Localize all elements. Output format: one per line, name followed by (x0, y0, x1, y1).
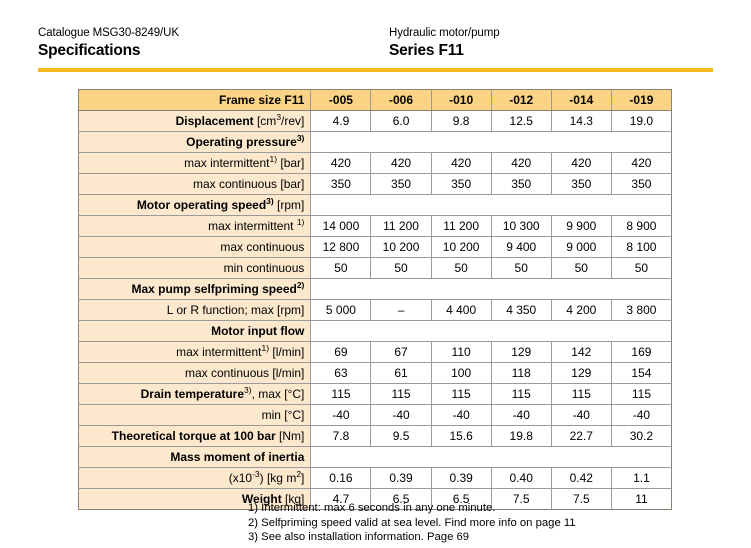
table-section-row (79, 279, 672, 300)
product-subtitle: Hydraulic motor/pump (389, 27, 500, 39)
cell-value: 0.16 (311, 468, 371, 489)
cell-value: 115 (611, 384, 671, 405)
table-header-row (79, 90, 672, 111)
cell-value: 129 (551, 363, 611, 384)
cell-value: 420 (371, 153, 431, 174)
section-blank-span (311, 132, 672, 153)
cell-value: 350 (611, 174, 671, 195)
cell-value: – (371, 300, 431, 321)
table-row (79, 363, 672, 384)
cell-value: 3 800 (611, 300, 671, 321)
cell-value: 1.1 (611, 468, 671, 489)
row-label: L or R function; max [rpm] (79, 300, 311, 321)
cell-value: 9.5 (371, 426, 431, 447)
cell-value: 0.42 (551, 468, 611, 489)
column-header-019: -019 (611, 90, 671, 111)
cell-value: 9 400 (491, 237, 551, 258)
cell-value: 8 900 (611, 216, 671, 237)
row-label: Mass moment of inertia (79, 447, 311, 468)
row-label: Displacement $[cm^3/rev]$ (79, 111, 311, 132)
cell-value: 420 (611, 153, 671, 174)
cell-value: 0.39 (431, 468, 491, 489)
cell-value: 22.7 (551, 426, 611, 447)
section-blank-span (311, 321, 672, 342)
row-label: $(x10^{-3})$ [kg $m^2$] (79, 468, 311, 489)
cell-value: 10 300 (491, 216, 551, 237)
row-label: max intermittent$^{1)}$ [bar] (79, 153, 311, 174)
section-blank-span (311, 195, 672, 216)
cell-value: 420 (311, 153, 371, 174)
row-label: min continuous (79, 258, 311, 279)
table-row (79, 405, 672, 426)
header-rule (38, 68, 713, 72)
column-header-010: -010 (431, 90, 491, 111)
cell-value: 420 (431, 153, 491, 174)
footnotes (248, 501, 678, 545)
row-label: Motor input flow (79, 321, 311, 342)
cell-value: 30.2 (611, 426, 671, 447)
table-row (79, 111, 672, 132)
table-row (79, 300, 672, 321)
row-label: Max pump selfpriming speed$^{2)}$ (79, 279, 311, 300)
cell-value: 11 200 (431, 216, 491, 237)
cell-value: 420 (551, 153, 611, 174)
cell-value: 7.8 (311, 426, 371, 447)
table-row (79, 237, 672, 258)
cell-value: 19.0 (611, 111, 671, 132)
row-label: Motor operating speed$^{3)}$ [rpm] (79, 195, 311, 216)
table-section-row (79, 195, 672, 216)
row-label: max intermittent$^{1)}$ [l/min] (79, 342, 311, 363)
cell-value: 67 (371, 342, 431, 363)
table-section-row (79, 321, 672, 342)
cell-value: 4 200 (551, 300, 611, 321)
row-label: Weight [kg] (79, 489, 311, 510)
cell-value: 50 (611, 258, 671, 279)
cell-value: 100 (431, 363, 491, 384)
page-header (0, 0, 751, 72)
row-label: max intermittent $^{1)}$ (79, 216, 311, 237)
cell-value: 7.5 (551, 489, 611, 510)
cell-value: 4.9 (311, 111, 371, 132)
cell-value: 6.5 (371, 489, 431, 510)
cell-value: 115 (491, 384, 551, 405)
header-right-block (389, 26, 500, 60)
cell-value: 14 000 (311, 216, 371, 237)
cell-value: 115 (311, 384, 371, 405)
cell-value: 4 350 (491, 300, 551, 321)
column-header-014: -014 (551, 90, 611, 111)
cell-value: 12 800 (311, 237, 371, 258)
table-section-row (79, 447, 672, 468)
cell-value: 350 (551, 174, 611, 195)
product-series-title: Series F11 (389, 42, 464, 59)
catalogue-number: Catalogue MSG30-8249/UK (38, 27, 179, 39)
cell-value: 4 400 (431, 300, 491, 321)
cell-value: 19.8 (491, 426, 551, 447)
cell-value: 8 100 (611, 237, 671, 258)
footnote-3: 3) See also installation information. Page 69 (248, 531, 470, 543)
cell-value: 350 (431, 174, 491, 195)
table-row (79, 426, 672, 447)
table-row (79, 174, 672, 195)
cell-value: 115 (371, 384, 431, 405)
row-label: Drain temperature$^{3)}$, max [°C] (79, 384, 311, 405)
row-label: min [°C] (79, 405, 311, 426)
cell-value: 142 (551, 342, 611, 363)
cell-value: 11 200 (371, 216, 431, 237)
cell-value: 420 (491, 153, 551, 174)
cell-value: 6.5 (431, 489, 491, 510)
cell-value: 7.5 (491, 489, 551, 510)
cell-value: 69 (311, 342, 371, 363)
footnote-2: 2) Selfpriming speed valid at sea level. Find more info on page 11 (248, 516, 576, 529)
cell-value: 129 (491, 342, 551, 363)
column-header-012: -012 (491, 90, 551, 111)
table-row (79, 153, 672, 174)
cell-value: 115 (551, 384, 611, 405)
row-label: Theoretical torque at 100 bar [Nm] (79, 426, 311, 447)
cell-value: 50 (491, 258, 551, 279)
cell-value: 6.0 (371, 111, 431, 132)
cell-value: 50 (311, 258, 371, 279)
row-label: max continuous [bar] (79, 174, 311, 195)
cell-value: -40 (491, 405, 551, 426)
cell-value: 110 (431, 342, 491, 363)
cell-value: -40 (431, 405, 491, 426)
footnote-1: 1) Intermittent: max 6 seconds in any one minute. (248, 502, 496, 514)
cell-value: 0.39 (371, 468, 431, 489)
cell-value: 10 200 (371, 237, 431, 258)
table-row (79, 258, 672, 279)
cell-value: 11 (611, 489, 671, 510)
table-row (79, 216, 672, 237)
cell-value: 0.40 (491, 468, 551, 489)
cell-value: 61 (371, 363, 431, 384)
cell-value: 5 000 (311, 300, 371, 321)
cell-value: 10 200 (431, 237, 491, 258)
cell-value: 50 (551, 258, 611, 279)
column-header-006: -006 (371, 90, 431, 111)
cell-value: 154 (611, 363, 671, 384)
cell-value: 350 (311, 174, 371, 195)
cell-value: 50 (371, 258, 431, 279)
cell-value: 118 (491, 363, 551, 384)
row-label: max continuous [l/min] (79, 363, 311, 384)
row-label: max continuous (79, 237, 311, 258)
cell-value: 4.7 (311, 489, 371, 510)
cell-value: 14.3 (551, 111, 611, 132)
section-blank-span (311, 447, 672, 468)
cell-value: 350 (371, 174, 431, 195)
table-section-row (79, 132, 672, 153)
cell-value: 350 (491, 174, 551, 195)
cell-value: 15.6 (431, 426, 491, 447)
section-blank-span (311, 279, 672, 300)
specifications-table (78, 89, 672, 510)
cell-value: 9 000 (551, 237, 611, 258)
cell-value: 169 (611, 342, 671, 363)
table-row (79, 342, 672, 363)
row-label: Operating pressure$^{3)}$ (79, 132, 311, 153)
cell-value: 63 (311, 363, 371, 384)
cell-value: 9 900 (551, 216, 611, 237)
table-row (79, 384, 672, 405)
table-row (79, 468, 672, 489)
cell-value: 115 (431, 384, 491, 405)
header-left-block (38, 26, 179, 60)
cell-value: 9.8 (431, 111, 491, 132)
specifications-table-wrap (78, 89, 672, 510)
cell-value: -40 (371, 405, 431, 426)
column-header-005: -005 (311, 90, 371, 111)
cell-value: 50 (431, 258, 491, 279)
cell-value: -40 (611, 405, 671, 426)
frame-size-header-cell: Frame size F11 (79, 90, 311, 111)
cell-value: -40 (311, 405, 371, 426)
cell-value: 12.5 (491, 111, 551, 132)
cell-value: -40 (551, 405, 611, 426)
page-title: Specifications (38, 42, 141, 59)
